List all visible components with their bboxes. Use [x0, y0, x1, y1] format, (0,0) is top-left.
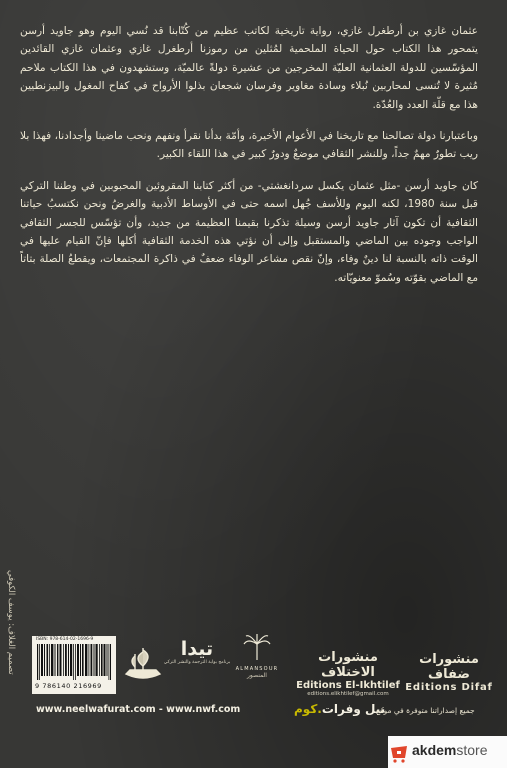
- difaf-logo: [404, 652, 494, 693]
- isbn-barcode: [32, 636, 116, 694]
- akdem-prefix: akdem: [412, 742, 457, 758]
- almansour-name: ALMANSOUR: [235, 666, 279, 672]
- website-urls[interactable]: www.neelwafurat.com - www.nwf.com: [36, 704, 241, 715]
- brand-name: نيل وفرات: [321, 702, 386, 716]
- blurb-text: [20, 22, 478, 300]
- tiyda-tagline: برنامج بوابة الترجمة والنشر التركي: [163, 660, 231, 665]
- difaf-arabic: منشورات ضفاف: [419, 652, 479, 682]
- palm-tree-icon: [242, 632, 272, 662]
- cover-design-credit: تصميم الغلاف: يوسف الكوفي: [6, 570, 16, 675]
- akdemstore-watermark: [388, 736, 507, 768]
- difaf-english: Editions Difaf: [405, 682, 493, 693]
- akdemstore-wordmark: [412, 742, 487, 758]
- distribution-note: جميع إصداراتنا متوفرة في موقع: [376, 706, 475, 715]
- akdem-suffix: store: [456, 742, 488, 758]
- ikhtilef-arabic: منشورات الاختلاف: [318, 650, 378, 680]
- blurb-paragraph-2: وباعتبارنا دولة تصالحنا مع تاريخنا في الأعوام الأخيرة، وأمّة بدأنا نقرأ ونفهم ونحب ماضينا وأجدادنا، فهذا بلا ريب تطورٌ مهمٌ جداً، وللنشر الثقافي موضعٌ ودورٌ كبير في هذا اللقاء الكبير.: [20, 130, 478, 161]
- brand-domain: .كوم: [294, 702, 322, 716]
- blurb-paragraph-3: كان جاويد أرسن -مثل عثمان يكسل سردانغشتي- من أكثر كتابنا المقروئين المحبوبين في وطننا التركي قبل سنة 1980، لكنه اليوم وللأسف جُهل اسمه حتى في الأوساط الأدبية والغرضُ ونحن نكتسبُ حياتنا الثقافية أن تكون آثار جاويد أرسن وسيلة تذكرنا بقيمنا العظيمة من جديد، وأن تؤسّس للجسر الثقافي الواجب وجوده بين الماضي والمستقبل وإلى أن نؤتي هذه الخدمة الثقافية أكلها فإنّ القيام عليها في الوقت ذاته بالنسبة لنا دينٌ وفاء، وإنّ نقص مشاعر الوفاء ضعفٌ في ذاكرة المجتمعات، ويقطعُ الصلة بتاتاً مع الماضي بقوّته وسُموّ معنويّاته.: [20, 179, 478, 284]
- isbn-digits: 9 786140 216969: [35, 682, 102, 690]
- shopping-cart-icon: [388, 741, 410, 763]
- ikhtilef-email: editions.elikhtilef@gmail.com: [307, 691, 389, 697]
- isbn-label: ISBN: 978-614-02-1696-9: [36, 637, 94, 642]
- almansour-logo: [226, 632, 288, 679]
- almansour-arabic: المنصور: [247, 672, 267, 679]
- ikhtilef-english: Editions El-Ikhtilef: [296, 680, 400, 691]
- publisher-logos: [30, 628, 493, 698]
- ikhtilef-logo: [296, 650, 400, 697]
- blurb-paragraph-1: عثمان غازي بن أرطغرل غازي، رواية تاريخية لكاتب عظيم من كُتّابنا قد نُسي اليوم وهو جاويد أرسن يتمحور هذا الكتاب حول الحياة الملحمية لمُثلين من رموزنا أرطغرل غازي وعثمان غازي القائدين المؤسّسين للدولة العثمانية العليّة المخرجين من عشيرة دولةً عالميّة، وستشهدون في هذا الكتاب ملاحم مُثيرة لا تُنسى لمحاربين نُبلاء وسادة مغاوير وفرسان شجعان بذلوا الأرواح في كفاح المغول والبيزنطيين هذا مع قلّة العدد والعُدّة.: [20, 25, 478, 111]
- neelwafurat-brand: [294, 702, 385, 716]
- tiyda-logo: [162, 638, 232, 665]
- tiyda-word: تيدا: [180, 638, 214, 660]
- barcode-bars-icon: [37, 644, 111, 680]
- ship-logo-icon: [122, 644, 164, 684]
